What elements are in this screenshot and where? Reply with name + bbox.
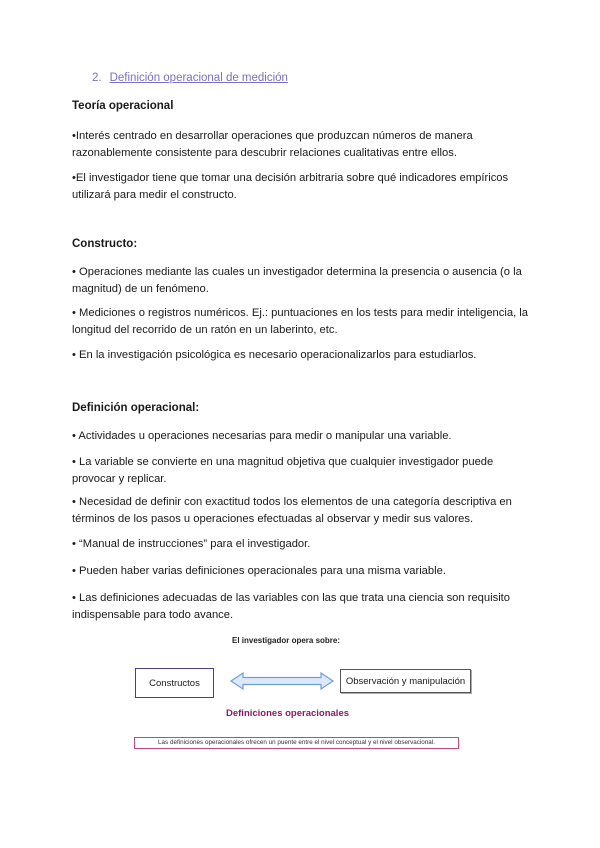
- teoria-paragraph-2: •El investigador tiene que tomar una decisión arbitraria sobre qué indicadores empíricos utilizará para medir el constructo.: [72, 172, 509, 201]
- constructo-heading: Constructo:: [72, 238, 138, 250]
- definicion-paragraph-6: • Las definiciones adecuadas de las variables con las que trata una ciencia son requisito indispensable para todo avance.: [72, 592, 511, 621]
- teoria-heading: Teoría operacional: [72, 100, 174, 112]
- definicion-paragraph-5: • Pueden haber varias definiciones operacionales para una misma variable.: [72, 565, 446, 577]
- section-title-link[interactable]: Definición operacional de medición: [109, 72, 288, 84]
- definiciones-operacionales-label: Definiciones operacionales: [226, 708, 350, 719]
- observacion-label: Observación y manipulación: [345, 675, 466, 687]
- constructos-label: Constructos: [149, 677, 200, 689]
- bridge-note-text: Las definiciones operacionales ofrecen un puente entre el nivel conceptual y el nivel observacional.: [158, 739, 435, 746]
- constructos-box: [135, 668, 214, 698]
- definicion-paragraph-1: • Actividades u operaciones necesarias para medir o manipular una variable.: [72, 430, 452, 442]
- bridge-note: [134, 737, 459, 749]
- definicion-heading: Definición operacional:: [72, 402, 200, 414]
- double-arrow-shape: [231, 673, 333, 689]
- section-number: 2.: [92, 72, 102, 84]
- diagram-title: El investigador opera sobre:: [232, 636, 341, 645]
- constructo-paragraph-1: • Operaciones mediante las cuales un investigador determina la presencia o ausencia (o la magnitud) de un fenómeno.: [72, 266, 522, 295]
- teoria-paragraph-1: •Interés centrado en desarrollar operaciones que produzcan números de manera razonablemente consistente para descubrir relaciones cualitativas entre ellos.: [72, 130, 473, 159]
- section-heading[interactable]: [92, 72, 288, 84]
- definicion-paragraph-2: • La variable se convierte en una magnitud objetiva que cualquier investigador puede provocar y replicar.: [72, 456, 494, 485]
- observacion-box: [340, 669, 471, 693]
- constructo-paragraph-2: • Mediciones o registros numéricos. Ej.: puntuaciones en los tests para medir inteligencia, la longitud del recorrido de un ratón en un laberinto, etc.: [72, 307, 528, 336]
- definicion-paragraph-4: • “Manual de instrucciones” para el investigador.: [72, 538, 311, 550]
- definicion-paragraph-3: • Necesidad de definir con exactitud todos los elementos de una categoría descriptiva en términos de los pasos u operaciones efectuadas al observar y medir sus valores.: [72, 496, 512, 525]
- constructo-paragraph-3: • En la investigación psicológica es necesario operacionalizarlos para estudiarlos.: [72, 349, 477, 361]
- double-arrow-icon: [229, 672, 335, 690]
